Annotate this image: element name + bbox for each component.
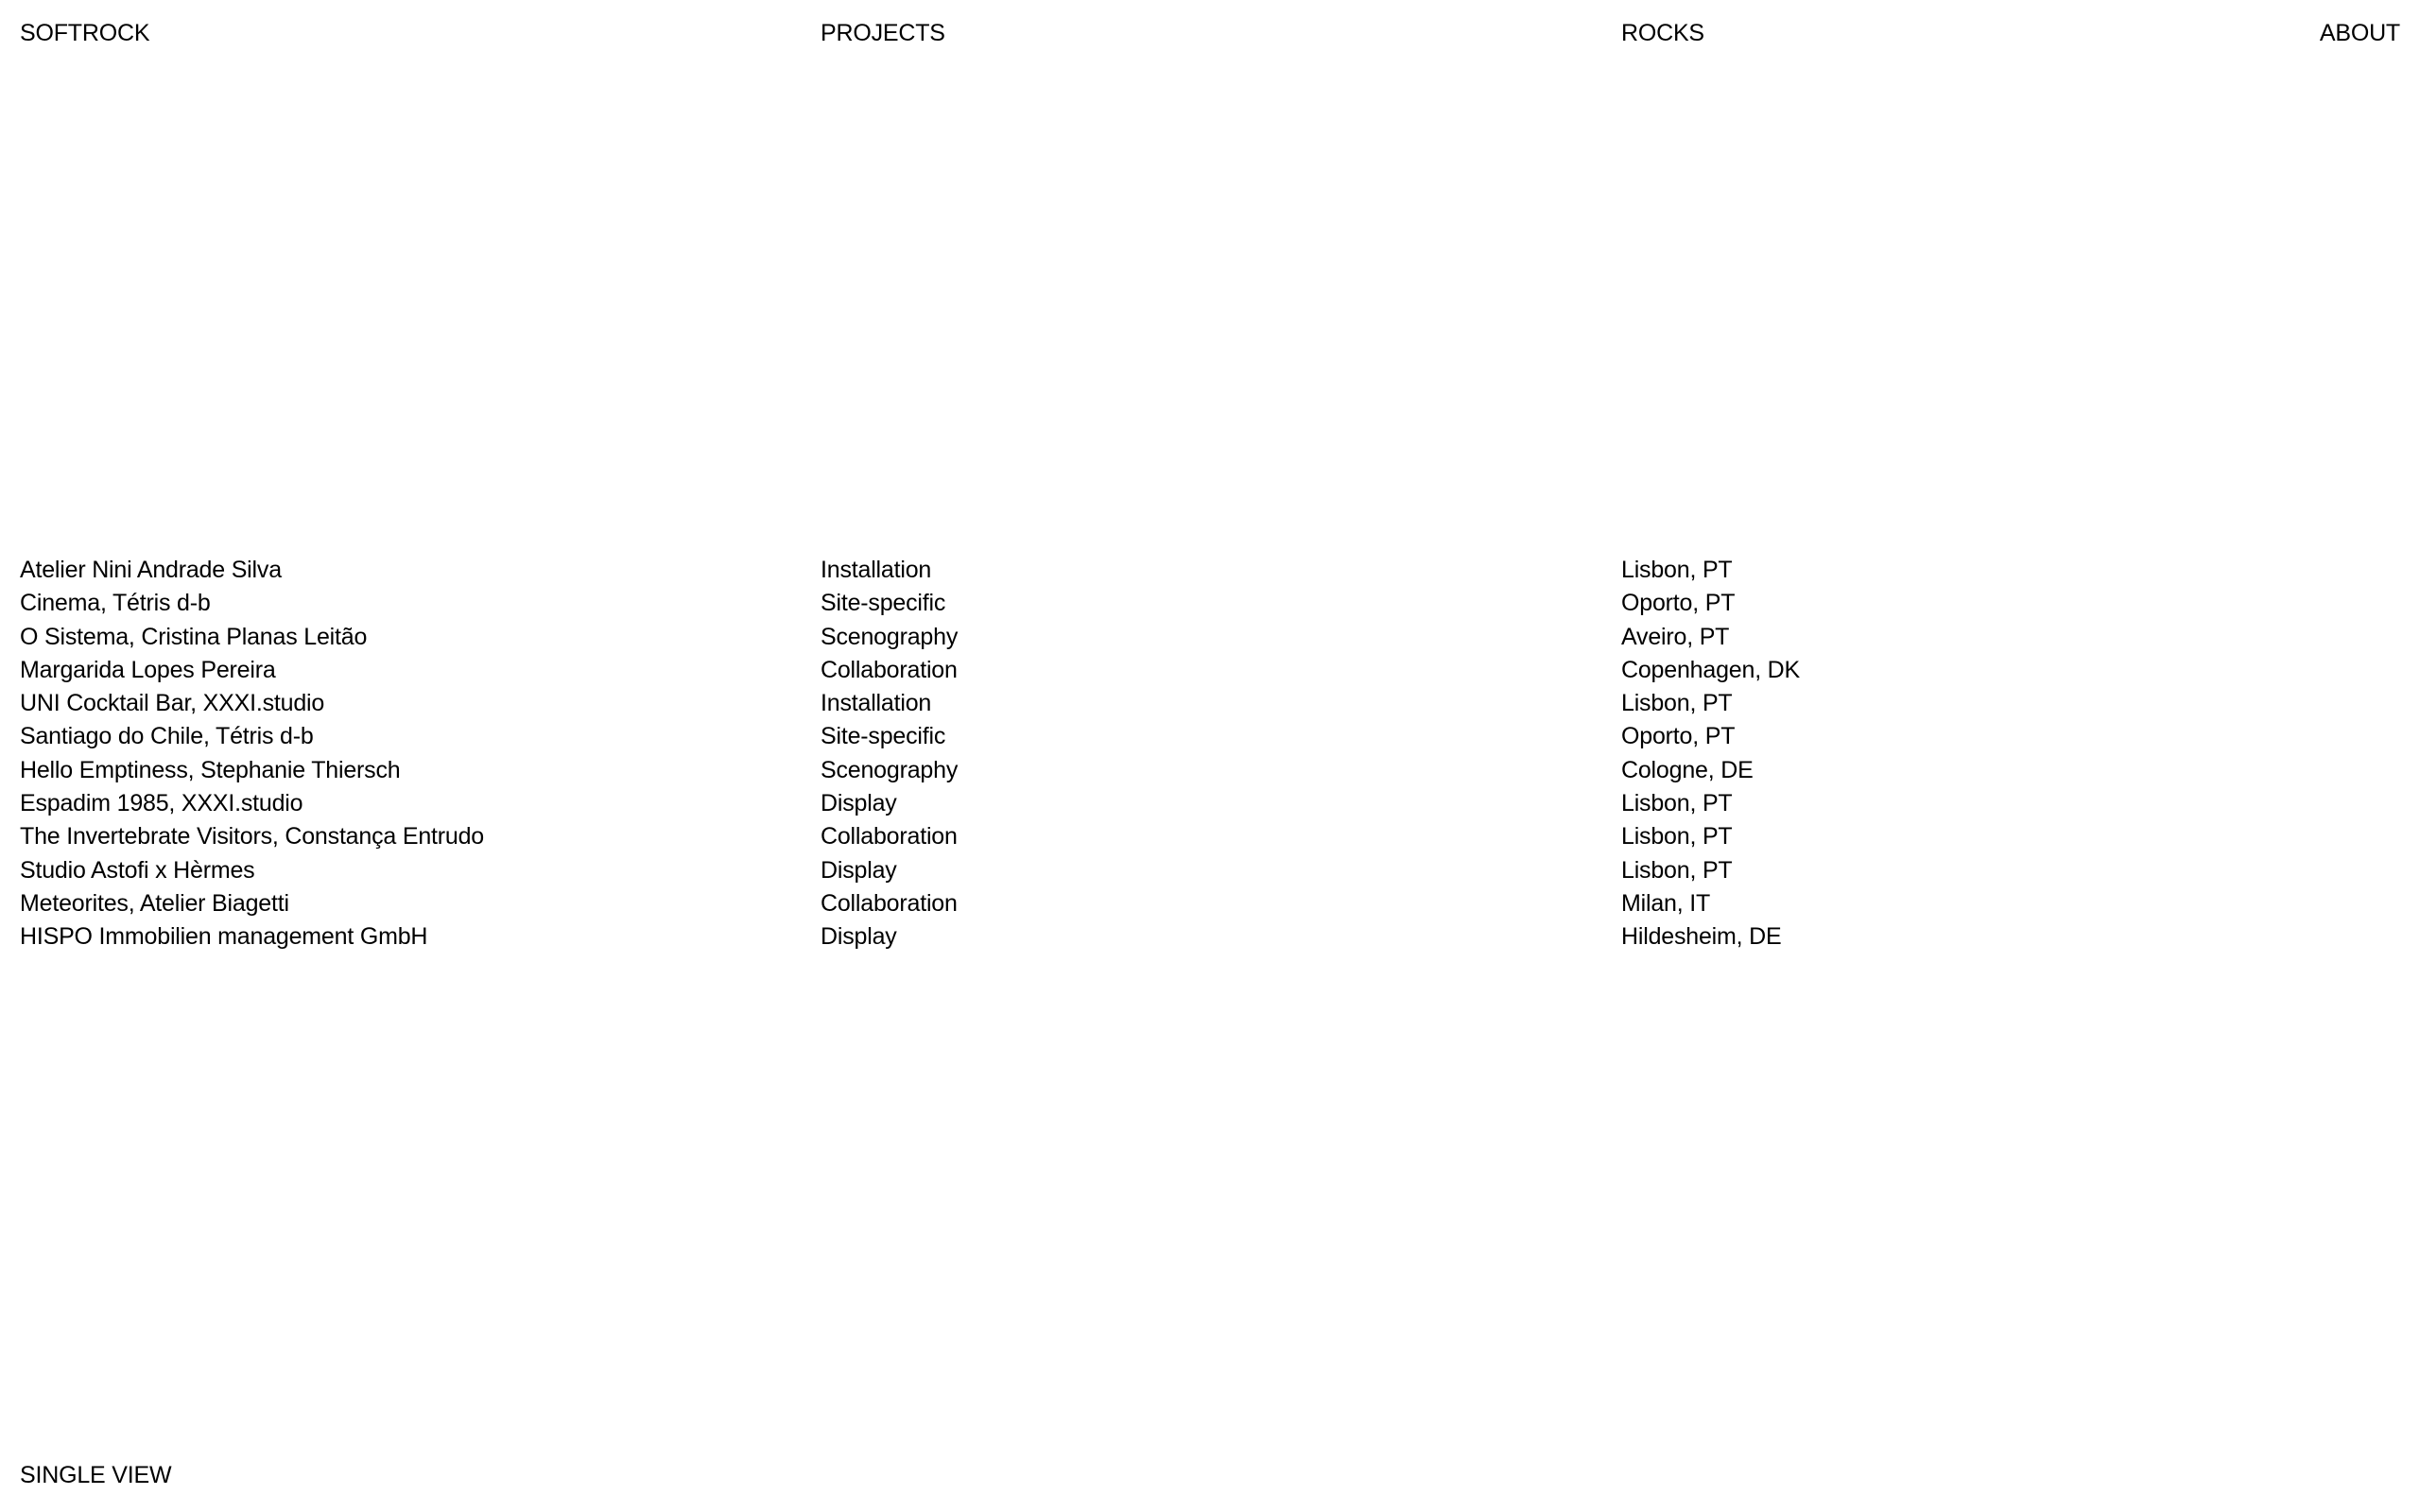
project-row[interactable] <box>0 654 2420 687</box>
project-row[interactable] <box>0 720 2420 753</box>
nav-projects-link[interactable]: PROJECTS <box>821 20 945 46</box>
nav-rocks-link[interactable]: ROCKS <box>1621 20 1704 46</box>
project-type: Site-specific <box>821 723 946 750</box>
project-type: Collaboration <box>821 656 958 683</box>
project-location: Lisbon, PT <box>1621 856 1733 884</box>
project-type: Site-specific <box>821 590 946 617</box>
project-type: Scenography <box>821 623 959 650</box>
project-type: Installation <box>821 690 932 717</box>
project-row[interactable] <box>0 687 2420 720</box>
brand-logo-link[interactable]: SOFTROCK <box>20 20 150 46</box>
top-navigation <box>0 0 2420 66</box>
project-location: Lisbon, PT <box>1621 690 1733 717</box>
project-location: Lisbon, PT <box>1621 790 1733 817</box>
project-list <box>0 554 2420 954</box>
project-row[interactable] <box>0 854 2420 887</box>
project-location: Copenhagen, DK <box>1621 656 1801 683</box>
project-type: Scenography <box>821 756 959 783</box>
project-type: Installation <box>821 557 932 583</box>
project-row[interactable] <box>0 820 2420 853</box>
project-row[interactable] <box>0 887 2420 920</box>
project-row[interactable] <box>0 554 2420 587</box>
project-location: Aveiro, PT <box>1621 623 1730 650</box>
project-title: Studio Astofi x Hèrmes <box>20 856 255 884</box>
project-type: Collaboration <box>821 889 958 917</box>
project-row[interactable] <box>0 920 2420 954</box>
project-title: Hello Emptiness, Stephanie Thiersch <box>20 756 401 783</box>
project-location: Cologne, DE <box>1621 756 1754 783</box>
project-location: Oporto, PT <box>1621 590 1736 617</box>
nav-about-link[interactable]: ABOUT <box>2319 20 2400 46</box>
project-location: Lisbon, PT <box>1621 823 1733 850</box>
project-row[interactable] <box>0 621 2420 654</box>
project-title: UNI Cocktail Bar, XXXI.studio <box>20 690 325 717</box>
project-location: Hildesheim, DE <box>1621 923 1782 951</box>
project-row[interactable] <box>0 787 2420 820</box>
project-type: Display <box>821 856 897 884</box>
project-row[interactable] <box>0 754 2420 787</box>
project-type: Display <box>821 790 897 817</box>
project-title: Margarida Lopes Pereira <box>20 656 276 683</box>
project-title: O Sistema, Cristina Planas Leitão <box>20 623 368 650</box>
project-title: HISPO Immobilien management GmbH <box>20 923 428 951</box>
project-row[interactable] <box>0 587 2420 620</box>
project-title: Cinema, Tétris d-b <box>20 590 211 617</box>
project-location: Milan, IT <box>1621 889 1711 917</box>
project-location: Lisbon, PT <box>1621 557 1733 583</box>
project-title: Atelier Nini Andrade Silva <box>20 557 282 583</box>
project-title: Espadim 1985, XXXI.studio <box>20 790 303 817</box>
project-type: Display <box>821 923 897 951</box>
project-title: Santiago do Chile, Tétris d-b <box>20 723 314 750</box>
project-type: Collaboration <box>821 823 958 850</box>
single-view-toggle[interactable]: SINGLE VIEW <box>20 1462 172 1488</box>
project-title: Meteorites, Atelier Biagetti <box>20 889 289 917</box>
project-location: Oporto, PT <box>1621 723 1736 750</box>
project-title: The Invertebrate Visitors, Constança Entrudo <box>20 823 485 850</box>
